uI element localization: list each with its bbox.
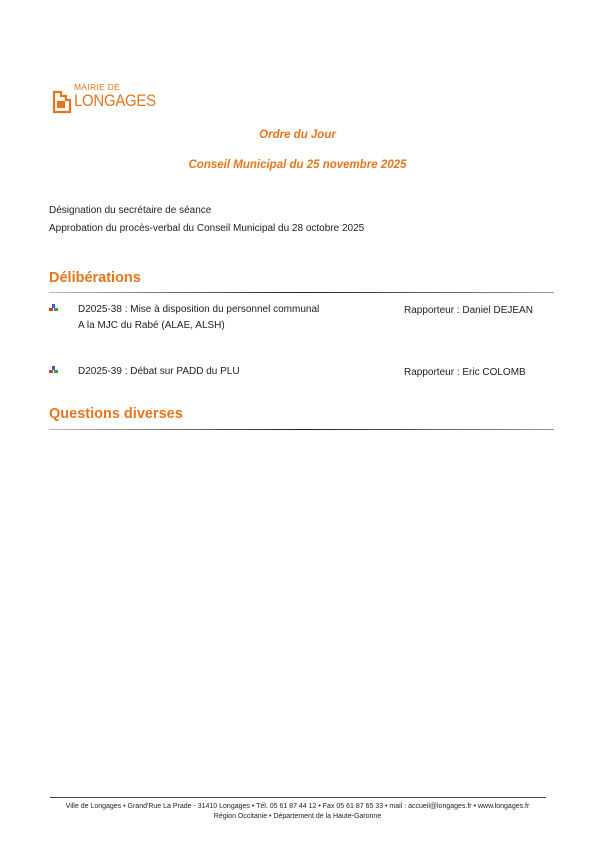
- logo-name: LONGAGES: [74, 91, 156, 110]
- deliberation-title: D2025-39 : Débat sur PADD du PLU: [78, 366, 240, 377]
- colored-bullet-icon: [49, 304, 58, 313]
- section-title-questions: Questions diverses: [49, 406, 183, 422]
- preliminary-item: Désignation du secrétaire de séance: [49, 205, 212, 216]
- deliberation-item: [78, 364, 240, 380]
- deliberation-title: D2025-38 : Mise à disposition du personnel communal: [78, 304, 320, 315]
- footer-address: Ville de Longages • Grand'Rue La Prade - 31410 Longages • Tél. 05 61 87 44 12 • Fax 05 61 87 65 33 • mail : accueil@longages.fr • www.longages.fr: [65, 803, 530, 810]
- deliberation-item: [78, 302, 319, 334]
- page-title: Ordre du Jour: [259, 129, 336, 141]
- building-logo-icon: [52, 86, 72, 114]
- section-divider: [49, 292, 554, 293]
- section-divider: [49, 429, 554, 430]
- colored-bullet-icon: [49, 366, 58, 375]
- rapporteur: Rapporteur : Eric COLOMB: [404, 367, 526, 378]
- footer-divider: [50, 797, 546, 798]
- footer-region: Région Occitanie • Département de la Haute-Garonne: [213, 813, 382, 820]
- preliminary-item: Approbation du procès-verbal du Conseil Municipal du 28 octobre 2025: [49, 223, 365, 234]
- deliberation-detail: A la MJC du Rabé (ALAE, ALSH): [78, 320, 225, 331]
- logo-top-text: MAIRIE DE: [74, 82, 121, 92]
- rapporteur: Rapporteur : Daniel DEJEAN: [404, 305, 533, 316]
- page-subtitle: Conseil Municipal du 25 novembre 2025: [188, 159, 407, 171]
- section-title-deliberations: Délibérations: [49, 270, 141, 286]
- mairie-logo: [52, 82, 162, 118]
